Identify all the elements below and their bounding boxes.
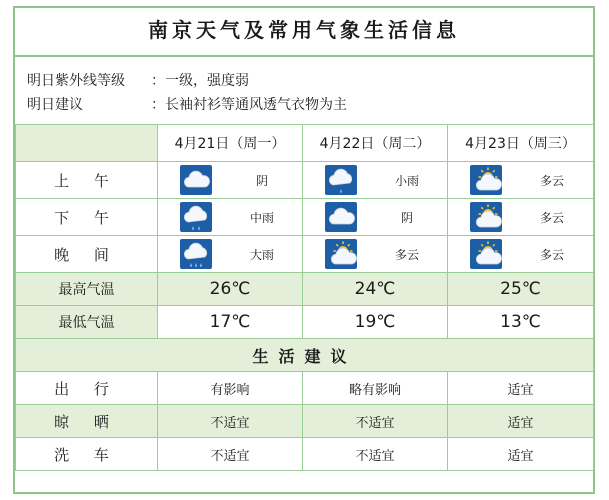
life-row [16, 372, 594, 405]
partly-cloudy-icon [470, 202, 502, 232]
life-value: 略有影响 [303, 372, 448, 405]
temp-value: 13℃ [448, 306, 594, 339]
weather-cell [303, 236, 448, 273]
life-label: 洗 车 [16, 438, 158, 471]
temp-value: 25℃ [448, 273, 594, 306]
life-section-header [16, 339, 594, 372]
day-header: 4月23日（周三） [448, 125, 594, 162]
uv-label: 明日紫外线等级 [27, 73, 125, 89]
weather-cell [158, 199, 303, 236]
weather-text: 多云 [539, 211, 564, 225]
temp-value: 19℃ [303, 306, 448, 339]
partly-cloudy-icon [470, 239, 502, 269]
weather-cell [303, 199, 448, 236]
low-temp-row [16, 306, 594, 339]
weather-cell [448, 236, 594, 273]
cloudy-icon [180, 165, 212, 195]
temp-value: 26℃ [158, 273, 303, 306]
life-value: 适宜 [448, 438, 594, 471]
corner-cell [16, 125, 158, 162]
period-row [16, 236, 594, 273]
day-header: 4月22日（周二） [303, 125, 448, 162]
period-label: 上 午 [16, 162, 158, 199]
weather-cell [448, 199, 594, 236]
life-value: 适宜 [448, 405, 594, 438]
partly-cloudy-icon [470, 165, 502, 195]
weather-cell [303, 162, 448, 199]
life-value: 不适宜 [158, 438, 303, 471]
life-value: 有影响 [158, 372, 303, 405]
moderate-rain-icon [180, 202, 212, 232]
life-section-title: 生活建议 [16, 339, 594, 372]
weather-text: 多云 [539, 174, 564, 188]
uv-value: ：一级，强度弱 [151, 73, 249, 89]
heavy-rain-icon [180, 239, 212, 269]
title-divider [15, 55, 593, 57]
weather-text: 多云 [539, 248, 564, 262]
day-header: 4月21日（周一） [158, 125, 303, 162]
period-label: 下 午 [16, 199, 158, 236]
weather-text: 中雨 [249, 211, 274, 225]
life-value: 不适宜 [303, 405, 448, 438]
advice-value: ：长袖衬衫等通风透气衣物为主 [151, 97, 347, 113]
page-title: 南京天气及常用气象生活信息 [148, 18, 460, 42]
cloudy-icon [325, 202, 357, 232]
weather-cell [158, 236, 303, 273]
forecast-table [15, 124, 594, 471]
weather-cell [448, 162, 594, 199]
weather-text: 多云 [394, 248, 419, 262]
period-row [16, 162, 594, 199]
life-value: 不适宜 [303, 438, 448, 471]
low-temp-label: 最低气温 [16, 306, 158, 339]
weather-text: 阴 [255, 174, 268, 188]
weather-text: 阴 [400, 211, 413, 225]
weather-text: 小雨 [394, 174, 419, 188]
light-rain-icon [325, 165, 357, 195]
life-value: 适宜 [448, 372, 594, 405]
weather-cell [158, 162, 303, 199]
weather-card [13, 6, 595, 494]
high-temp-label: 最高气温 [16, 273, 158, 306]
life-label: 出 行 [16, 372, 158, 405]
life-label: 晾 晒 [16, 405, 158, 438]
period-label: 晚 间 [16, 236, 158, 273]
date-header-row [16, 125, 594, 162]
period-row [16, 199, 594, 236]
temp-value: 24℃ [303, 273, 448, 306]
life-row [16, 405, 594, 438]
partly-cloudy-icon [325, 239, 357, 269]
temp-value: 17℃ [158, 306, 303, 339]
advice-label: 明日建议 [27, 97, 83, 113]
life-row [16, 438, 594, 471]
weather-text: 大雨 [249, 248, 274, 262]
high-temp-row [16, 273, 594, 306]
life-value: 不适宜 [158, 405, 303, 438]
